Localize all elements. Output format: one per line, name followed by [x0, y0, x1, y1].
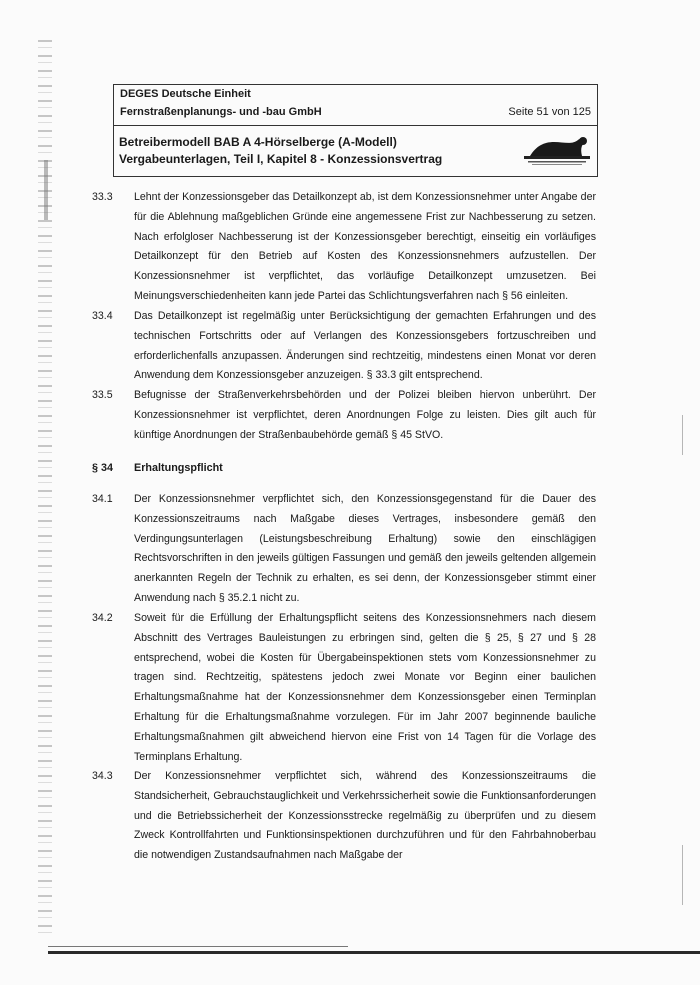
- header-divider: [114, 125, 597, 126]
- section-number: 33.4: [92, 310, 113, 322]
- section-33-3: [92, 188, 596, 307]
- section-number: 33.5: [92, 389, 113, 401]
- section-text: Der Konzessionsnehmer verpflichtet sich, den Konzessionsgegenstand für die Dauer des Konzessionszeitraums nach Maßgabe dieses Vertrages, insbesondere gemäß den Verdingungsunterlagen (Leistungsbeschreibung Erhaltung) sowie den einschlägigen Rechtsvorschriften in den jeweils gültigen Fassungen und gemäß den jeweils geltenden allgemein anerkannten Regeln der Technik zu erhalten, es sei denn, der Konzessionsgeber stimmt einer Anwendung nach § 35.2.1 nicht zu.: [134, 493, 596, 604]
- scan-right-mark: [682, 845, 683, 905]
- section-number: 34.1: [92, 493, 113, 505]
- section-number: 34.3: [92, 770, 113, 782]
- section-34-1: [92, 490, 596, 609]
- section-33-4: [92, 307, 596, 386]
- section-heading-34: [92, 462, 223, 474]
- document-title: Betreibermodell BAB A 4-Hörselberge (A-Modell): [119, 135, 397, 149]
- section-text: Soweit für die Erfüllung der Erhaltungspflicht seitens des Konzessionsnehmers nach diesem Abschnitt des Vertrages Bauleistungen zu erbringen sind, gelten die § 25, § 27 und § 28 entsprechend, wobei die Kosten für Übergabeinspektionen stets vom Konzessionsnehmer zu tragen sind. Rechtzeitig, spätestens jedoch zwei Monate vor Beginn einer baulichen Erhaltungsmaßnahme hat der Konzessionsnehmer dem Konzessionsgeber einen Terminplan Erhaltung für die Erhaltungsmaßnahme vorzulegen. Für im Jahr 2007 beginnende bauliche Erhaltungsmaßnahmen gilt abweichend hiervon eine Frist von 14 Tagen für die Vorlage des Terminplans Erhaltung.: [134, 612, 596, 763]
- section-text: Lehnt der Konzessionsgeber das Detailkonzept ab, ist dem Konzessionsnehmer unter Angabe der für die Ablehnung maßgeblichen Gründe eine angemessene Frist zur Nachbesserung zu setzen. Nach erfolgloser Nachbesserung ist der Konzessionsgeber berechtigt, einseitig ein vorläufiges Detailkonzept für den Betrieb auf Kosten des Konzessionsnehmers aufzustellen. Der Konzessionsnehmer ist verpflichtet, das vorläufige Detailkonzept umzusetzen. Bei Meinungsverschiedenheiten kann jede Partei das Schlichtungsverfahren nach § 56 einleiten.: [134, 191, 596, 302]
- section-text: Das Detailkonzept ist regelmäßig unter Berücksichtigung der gemachten Erfahrungen und des technischen Fortschritts oder auf Verlangen des Konzessionsgebers fortzuschreiben und erforderlichenfalls anzupassen. Änderungen sind rechtzeitig, mindestens einen Monat vor deren Anwendung dem Konzessionsgeber anzuzeigen. § 33.3 gilt entsprechend.: [134, 310, 596, 382]
- company-subtitle: Fernstraßenplanungs- und -bau GmbH: [120, 106, 322, 118]
- page-header: [113, 84, 598, 177]
- scan-bottom-mark: [48, 946, 348, 947]
- section-text: Befugnisse der Straßenverkehrsbehörden und der Polizei bleiben hiervon unberührt. Der Konzessionsnehmer ist verpflichtet, deren Anordnungen Folge zu leisten. Dies gilt auch für künftige Anordnungen der Straßenbaubehörde gemäß § 45 StVO.: [134, 389, 596, 441]
- section-34-2: [92, 609, 596, 767]
- deges-logo-icon: [520, 132, 594, 170]
- scan-right-mark: [682, 415, 683, 455]
- page-number: Seite 51 von 125: [508, 106, 591, 118]
- section-34-3: [92, 767, 596, 866]
- heading-number: § 34: [92, 462, 114, 474]
- company-name: DEGES Deutsche Einheit: [120, 88, 251, 100]
- page-bottom-edge: [48, 951, 700, 954]
- heading-title: Erhaltungspflicht: [134, 462, 223, 474]
- section-number: 34.2: [92, 612, 113, 624]
- section-number: 33.3: [92, 191, 113, 203]
- section-33-5: [92, 386, 596, 445]
- document-subtitle: Vergabeunterlagen, Teil I, Kapitel 8 - Konzessionsvertrag: [119, 152, 443, 166]
- scan-edge-artifact-mark: [44, 160, 48, 220]
- section-text: Der Konzessionsnehmer verpflichtet sich, während des Konzessionszeitraums die Standsicherheit, Gebrauchstauglichkeit und Verkehrssicherheit sowie die Funktionsanforderungen und die Betriebssicherheit der Konzessionsstrecke regelmäßig zu überprüfen und zu diesem Zweck Kontrollfahrten und Funktionsinspektionen durchzuführen und für den Fahrbahnoberbau die notwendigen Zustandsaufnahmen nach Maßgabe der: [134, 770, 596, 862]
